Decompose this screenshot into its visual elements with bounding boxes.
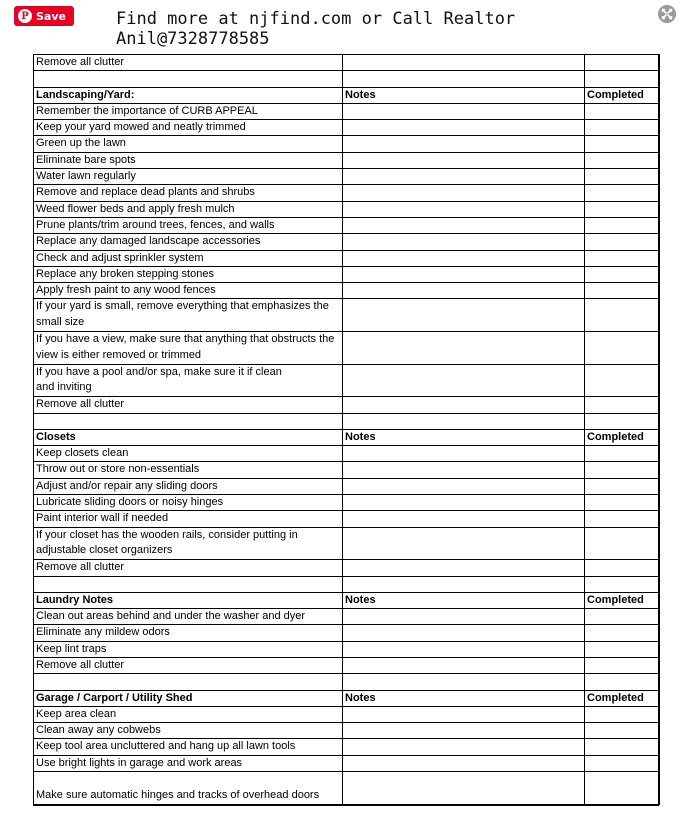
completed-cell [585, 332, 660, 365]
notes-cell [343, 397, 585, 413]
table-row [34, 772, 660, 805]
section-header-row [34, 87, 660, 103]
header-text: Find more at njfind.com or Call Realtor Anil@7328778585 [116, 9, 516, 49]
task-cell: Prune plants/trim around trees, fences, and walls [34, 217, 343, 233]
notes-cell [343, 625, 585, 641]
task-cell: Remove all clutter [34, 397, 343, 413]
task-cell: Weed flower beds and apply fresh mulch [34, 201, 343, 217]
completed-cell [585, 462, 660, 478]
task-cell: Remove and replace dead plants and shrubs [34, 185, 343, 201]
table-row [34, 332, 660, 365]
table-row [34, 250, 660, 266]
task-cell: Remove all clutter [34, 560, 343, 576]
notes-cell [343, 217, 585, 233]
table-row [34, 446, 660, 462]
notes-cell [343, 169, 585, 185]
section-title: Laundry Notes [34, 592, 343, 608]
notes-cell [343, 641, 585, 657]
task-cell: Lubricate sliding doors or noisy hinges [34, 495, 343, 511]
section-title: Closets [34, 429, 343, 445]
completed-cell [585, 609, 660, 625]
table-row [34, 478, 660, 494]
task-cell: Use bright lights in garage and work areas [34, 755, 343, 771]
notes-cell [343, 576, 585, 592]
notes-cell [343, 136, 585, 152]
completed-cell [585, 364, 660, 397]
notes-cell [343, 446, 585, 462]
notes-cell [343, 364, 585, 397]
notes-cell [343, 755, 585, 771]
notes-cell [343, 657, 585, 673]
table-row [34, 739, 660, 755]
task-cell: Keep tool area uncluttered and hang up all lawn tools [34, 739, 343, 755]
task-cell: Adjust and/or repair any sliding doors [34, 478, 343, 494]
completed-cell [585, 739, 660, 755]
task-cell: Water lawn regularly [34, 169, 343, 185]
completed-cell [585, 201, 660, 217]
task-cell: Paint interior wall if needed [34, 511, 343, 527]
completed-cell [585, 217, 660, 233]
task-cell: Remove all clutter [34, 657, 343, 673]
notes-cell [343, 120, 585, 136]
completed-cell [585, 299, 660, 332]
table-row [34, 723, 660, 739]
expand-icon[interactable] [657, 4, 677, 24]
completed-cell [585, 413, 660, 429]
section-header-row [34, 592, 660, 608]
completed-cell [585, 478, 660, 494]
completed-cell: Completed [585, 592, 660, 608]
notes-cell [343, 511, 585, 527]
table-row [34, 657, 660, 673]
notes-cell [343, 527, 585, 560]
completed-cell [585, 169, 660, 185]
completed-cell [585, 103, 660, 119]
table-row [34, 266, 660, 282]
completed-cell [585, 120, 660, 136]
task-cell: Eliminate bare spots [34, 152, 343, 168]
notes-cell: Notes [343, 592, 585, 608]
task-cell: Eliminate any mildew odors [34, 625, 343, 641]
table-row [34, 201, 660, 217]
notes-cell [343, 266, 585, 282]
table-row [34, 136, 660, 152]
completed-cell [585, 446, 660, 462]
completed-cell [585, 527, 660, 560]
notes-cell [343, 201, 585, 217]
table-row [34, 527, 660, 560]
completed-cell [585, 136, 660, 152]
notes-cell [343, 55, 585, 71]
spacer-row [34, 576, 660, 592]
notes-cell [343, 739, 585, 755]
completed-cell [585, 266, 660, 282]
spacer-row [34, 674, 660, 690]
completed-cell [585, 657, 660, 673]
completed-cell [585, 495, 660, 511]
completed-cell [585, 560, 660, 576]
task-cell: Keep closets clean [34, 446, 343, 462]
table-row [34, 397, 660, 413]
notes-cell [343, 234, 585, 250]
table-row [34, 55, 660, 71]
task-cell: If you have a pool and/or spa, make sure it if clean and inviting [34, 364, 343, 397]
task-cell: If your closet has the wooden rails, consider putting in adjustable closet organizers [34, 527, 343, 560]
task-cell: Replace any broken stepping stones [34, 266, 343, 282]
table-row [34, 625, 660, 641]
table-row [34, 185, 660, 201]
completed-cell [585, 576, 660, 592]
task-cell: If you have a view, make sure that anything that obstructs the view is either removed or trimmed [34, 332, 343, 365]
table-row [34, 283, 660, 299]
completed-cell [585, 674, 660, 690]
table-row [34, 560, 660, 576]
completed-cell [585, 185, 660, 201]
completed-cell [585, 71, 660, 87]
task-cell [34, 576, 343, 592]
notes-cell [343, 674, 585, 690]
notes-cell: Notes [343, 87, 585, 103]
completed-cell [585, 397, 660, 413]
task-cell: Green up the lawn [34, 136, 343, 152]
table-row [34, 169, 660, 185]
task-cell: Remember the importance of CURB APPEAL [34, 103, 343, 119]
completed-cell [585, 625, 660, 641]
section-header-row [34, 690, 660, 706]
completed-cell [585, 55, 660, 71]
task-cell: Check and adjust sprinkler system [34, 250, 343, 266]
notes-cell [343, 560, 585, 576]
notes-cell: Notes [343, 429, 585, 445]
completed-cell [585, 641, 660, 657]
completed-cell [585, 283, 660, 299]
task-cell: Clean out areas behind and under the washer and dyer [34, 609, 343, 625]
notes-cell [343, 152, 585, 168]
notes-cell [343, 185, 585, 201]
notes-cell [343, 332, 585, 365]
task-cell: Keep area clean [34, 706, 343, 722]
completed-cell [585, 234, 660, 250]
section-header-row [34, 429, 660, 445]
table-row [34, 495, 660, 511]
notes-cell [343, 283, 585, 299]
task-cell [34, 71, 343, 87]
table-row [34, 755, 660, 771]
task-cell [34, 674, 343, 690]
task-cell: Clean away any cobwebs [34, 723, 343, 739]
completed-cell: Completed [585, 429, 660, 445]
table-row [34, 609, 660, 625]
table-row [34, 511, 660, 527]
task-cell: Make sure automatic hinges and tracks of overhead doors [34, 772, 343, 805]
notes-cell [343, 250, 585, 266]
task-cell: Throw out or store non-essentials [34, 462, 343, 478]
table-row [34, 299, 660, 332]
task-cell: Apply fresh paint to any wood fences [34, 283, 343, 299]
completed-cell [585, 250, 660, 266]
task-cell: Keep lint traps [34, 641, 343, 657]
checklist-table [33, 54, 660, 805]
task-cell: If your yard is small, remove everything that emphasizes the small size [34, 299, 343, 332]
notes-cell [343, 495, 585, 511]
pinterest-icon: P [18, 9, 32, 23]
completed-cell [585, 511, 660, 527]
table-row [34, 462, 660, 478]
notes-cell [343, 103, 585, 119]
completed-cell [585, 152, 660, 168]
spacer-row [34, 71, 660, 87]
completed-cell [585, 723, 660, 739]
table-row [34, 120, 660, 136]
notes-cell [343, 462, 585, 478]
table-row [34, 152, 660, 168]
notes-cell [343, 413, 585, 429]
notes-cell [343, 299, 585, 332]
table-row [34, 217, 660, 233]
spacer-row [34, 413, 660, 429]
notes-cell [343, 723, 585, 739]
section-title: Garage / Carport / Utility Shed [34, 690, 343, 706]
notes-cell: Notes [343, 690, 585, 706]
completed-cell: Completed [585, 87, 660, 103]
task-cell: Keep your yard mowed and neatly trimmed [34, 120, 343, 136]
table-row [34, 364, 660, 397]
save-label: Save [36, 9, 66, 23]
table-row [34, 706, 660, 722]
task-cell: Remove all clutter [34, 55, 343, 71]
completed-cell [585, 755, 660, 771]
notes-cell [343, 706, 585, 722]
section-title: Landscaping/Yard: [34, 87, 343, 103]
completed-cell: Completed [585, 690, 660, 706]
table-row [34, 103, 660, 119]
notes-cell [343, 609, 585, 625]
pinterest-save-button[interactable] [14, 6, 74, 26]
notes-cell [343, 772, 585, 805]
task-cell [34, 413, 343, 429]
notes-cell [343, 71, 585, 87]
table-row [34, 234, 660, 250]
table-row [34, 641, 660, 657]
completed-cell [585, 772, 660, 805]
task-cell: Replace any damaged landscape accessories [34, 234, 343, 250]
notes-cell [343, 478, 585, 494]
completed-cell [585, 706, 660, 722]
